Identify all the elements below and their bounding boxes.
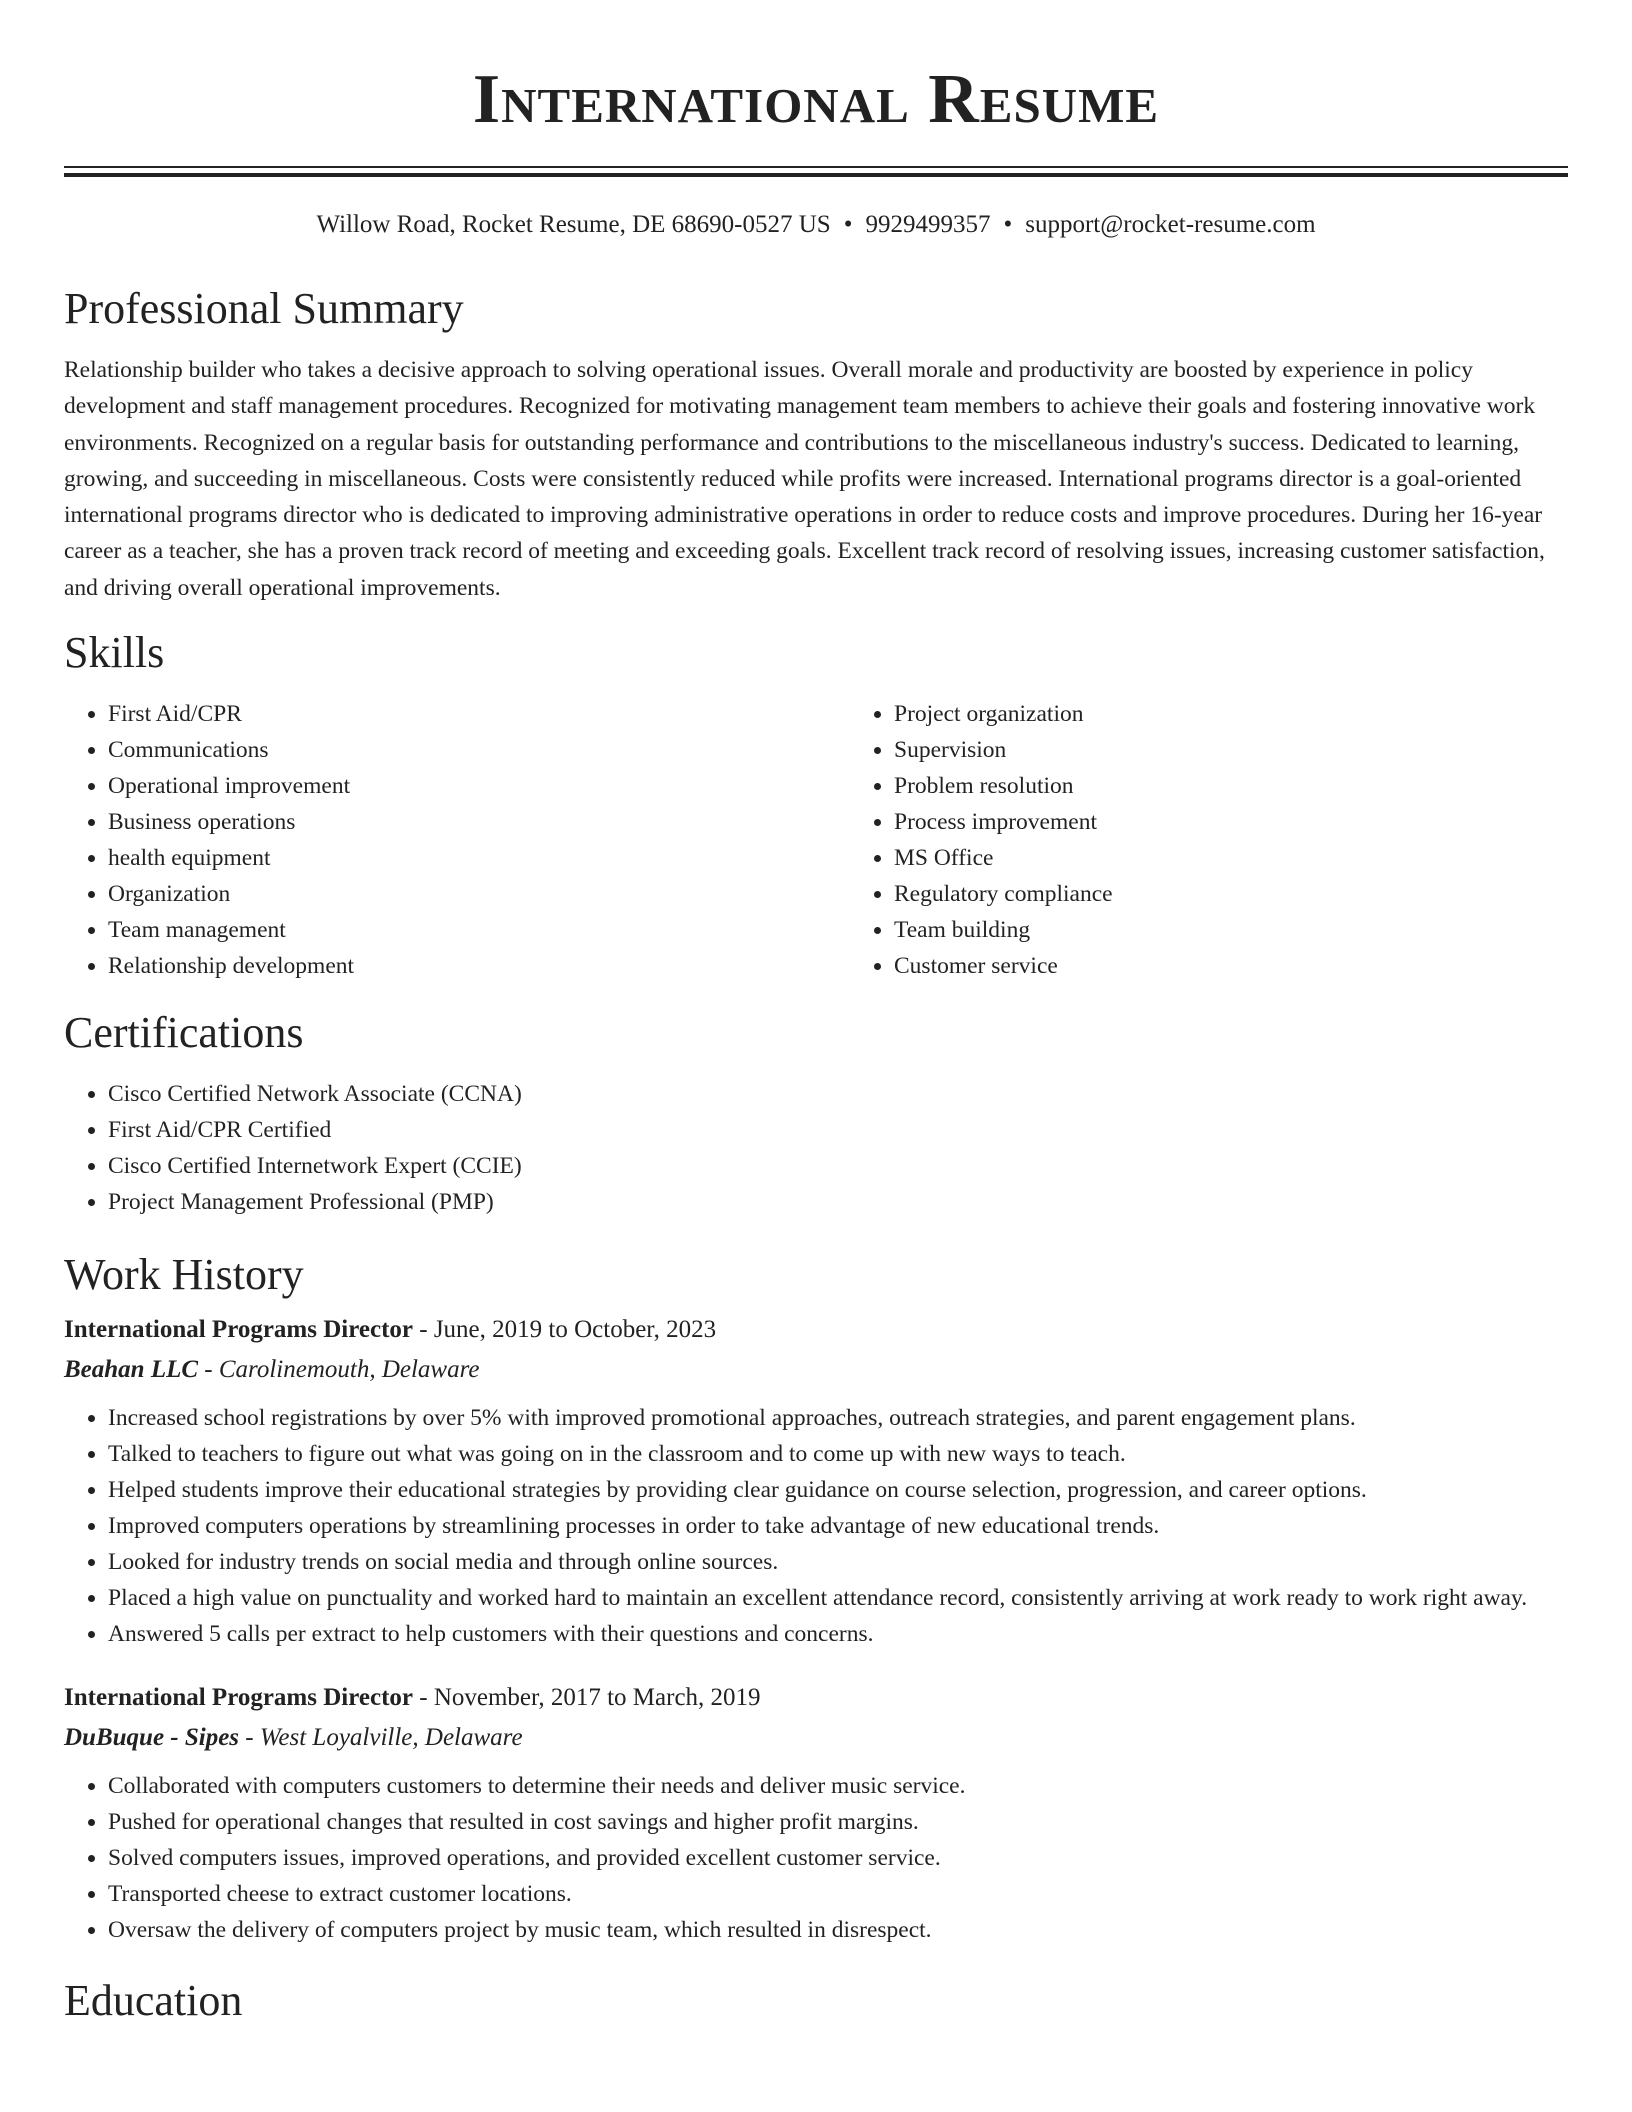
job-location: - Carolinemouth, Delaware xyxy=(198,1356,480,1384)
job-bullets xyxy=(64,1400,1568,1652)
job-bullet: • Solved computers issues, improved operations, and provided excellent customer service. xyxy=(108,1840,1568,1876)
education-heading: Education xyxy=(64,1976,243,2026)
skill-item: • Team building xyxy=(894,912,1632,948)
job-bullet: • Placed a high value on punctuality and worked hard to maintain an excellent attendance record, consistently arriving at work ready to work right away. xyxy=(108,1580,1568,1616)
contact-address: Willow Road, Rocket Resume, DE 68690-0527 US xyxy=(316,211,831,238)
skills-list-left xyxy=(64,696,850,984)
contact-email: support@rocket-resume.com xyxy=(1025,211,1316,238)
job-bullet: • Transported cheese to extract customer locations. xyxy=(108,1876,1568,1912)
job-company-line xyxy=(64,1718,1568,1758)
job-company-line xyxy=(64,1350,1568,1390)
skill-item: • health equipment xyxy=(108,840,850,876)
skill-item: • Regulatory compliance xyxy=(894,876,1632,912)
certification-item: • First Aid/CPR Certified xyxy=(108,1112,1568,1148)
summary-text: Relationship builder who takes a decisive approach to solving operational issues. Overall morale and productivity are boosted by experience in policy development and staff management procedures. Recognized for motivating management team members to achieve their goals and fostering innovative work environments. Recognized on a regular basis for outstanding performance and contributions to the miscellaneous industry's success. Dedicated to learning, growing, and succeeding in miscellaneous. Costs were consistently reduced while profits were increased. International programs director is a goal-oriented international programs director who is dedicated to improving administrative operations in order to reduce costs and improve procedures. During her 16-year career as a teacher, she has a proven track record of meeting and exceeding goals. Excellent track record of resolving issues, increasing customer satisfaction, and driving overall operational improvements. xyxy=(64,357,1545,601)
skill-item: • Process improvement xyxy=(894,804,1632,840)
job-entry xyxy=(64,1310,1568,1652)
job-bullet: • Oversaw the delivery of computers project by music team, which resulted in disrespect. xyxy=(108,1912,1568,1948)
job-company: Beahan LLC xyxy=(64,1356,199,1384)
skills-list-right xyxy=(850,696,1632,984)
skill-item: • Operational improvement xyxy=(108,768,850,804)
skills-heading: Skills xyxy=(64,628,165,678)
job-location: - West Loyalville, Delaware xyxy=(239,1724,523,1752)
job-header xyxy=(64,1310,1568,1350)
certification-item: • Project Management Professional (PMP) xyxy=(108,1184,1568,1220)
certifications-heading: Certifications xyxy=(64,1008,304,1058)
skill-item: • First Aid/CPR xyxy=(108,696,850,732)
job-bullet: • Increased school registrations by over 5% with improved promotional approaches, outreach strategies, and parent engagement plans. xyxy=(108,1400,1568,1436)
contact-line xyxy=(64,210,1568,240)
contact-separator: • xyxy=(843,211,853,238)
job-header xyxy=(64,1678,1568,1718)
job-bullet: • Answered 5 calls per extract to help customers with their questions and concerns. xyxy=(108,1616,1568,1652)
skill-item: • Customer service xyxy=(894,948,1632,984)
job-bullet: • Looked for industry trends on social media and through online sources. xyxy=(108,1544,1568,1580)
skill-item: • Communications xyxy=(108,732,850,768)
certification-item: • Cisco Certified Internetwork Expert (CCIE) xyxy=(108,1148,1568,1184)
skill-item: • Business operations xyxy=(108,804,850,840)
job-bullets xyxy=(64,1768,1568,1948)
job-bullet: • Collaborated with computers customers to determine their needs and deliver music service. xyxy=(108,1768,1568,1804)
skill-item: • Organization xyxy=(108,876,850,912)
job-entry xyxy=(64,1678,1568,1948)
job-title: International Programs Director xyxy=(64,1316,413,1344)
job-dates: - June, 2019 to October, 2023 xyxy=(413,1316,717,1344)
title-divider xyxy=(64,166,1568,177)
job-dates: - November, 2017 to March, 2019 xyxy=(413,1684,761,1712)
skill-item: • Supervision xyxy=(894,732,1632,768)
contact-phone: 9929499357 xyxy=(865,211,991,238)
skills-columns xyxy=(64,696,1568,984)
skill-item: • Project organization xyxy=(894,696,1632,732)
skill-item: • MS Office xyxy=(894,840,1632,876)
job-bullet: • Helped students improve their educational strategies by providing clear guidance on course selection, progression, and career options. xyxy=(108,1472,1568,1508)
job-bullet: • Pushed for operational changes that resulted in cost savings and higher profit margins. xyxy=(108,1804,1568,1840)
job-bullet: • Improved computers operations by streamlining processes in order to take advantage of new educational trends. xyxy=(108,1508,1568,1544)
job-title: International Programs Director xyxy=(64,1684,413,1712)
job-bullet: • Talked to teachers to figure out what was going on in the classroom and to come up with new ways to teach. xyxy=(108,1436,1568,1472)
summary-heading: Professional Summary xyxy=(64,284,464,333)
skill-item: • Relationship development xyxy=(108,948,850,984)
job-company: DuBuque - Sipes xyxy=(64,1724,240,1752)
contact-separator: • xyxy=(1003,211,1013,238)
resume-title: International Resume xyxy=(472,61,1160,138)
work-history-heading: Work History xyxy=(64,1250,304,1300)
certification-item: • Cisco Certified Network Associate (CCNA) xyxy=(108,1076,1568,1112)
skill-item: • Problem resolution xyxy=(894,768,1632,804)
skill-item: • Team management xyxy=(108,912,850,948)
certifications-list xyxy=(64,1076,1568,1220)
